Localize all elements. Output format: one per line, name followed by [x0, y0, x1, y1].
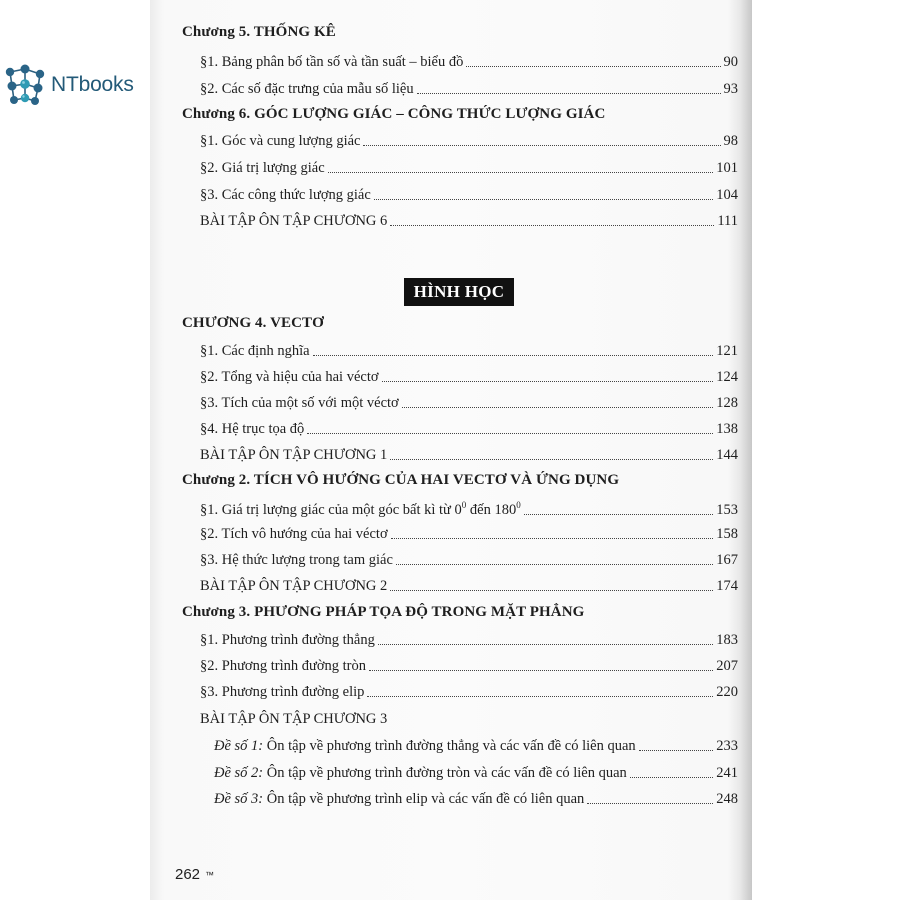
brand-name: NTbooks	[51, 73, 134, 96]
dot-leader	[382, 381, 714, 382]
toc-entry[interactable]: §3. Tích của một số với một véctơ 128	[200, 395, 738, 411]
chapter-title: CHƯƠNG 4. VECTƠ	[182, 315, 324, 331]
page-number: 124	[716, 369, 738, 385]
dot-leader	[396, 564, 713, 565]
dot-leader	[313, 355, 714, 356]
toc-entry[interactable]: §3. Các công thức lượng giác 104	[200, 187, 738, 203]
dot-leader	[391, 538, 714, 539]
toc-entry-exam[interactable]: Đề số 3: Ôn tập về phương trình elip và các vấn đề có liên quan 248	[214, 791, 738, 807]
dot-leader	[307, 433, 713, 434]
toc-entry[interactable]: §2. Giá trị lượng giác 101	[200, 160, 738, 176]
page-number: 248	[716, 791, 738, 807]
page-number: 128	[716, 395, 738, 411]
page-number: 101	[716, 160, 738, 176]
chapter-title: Chương 6. GÓC LƯỢNG GIÁC – CÔNG THỨC LƯỢNG GIÁC	[182, 106, 606, 122]
toc-entry[interactable]: §1. Bảng phân bố tần số và tần suất – biểu đồ 90	[200, 54, 738, 70]
page-edge-shadow	[740, 0, 752, 900]
ntbooks-logo	[2, 62, 134, 108]
toc-entry[interactable]: §1. Các định nghĩa 121	[200, 343, 738, 359]
page-number: 90	[723, 54, 738, 70]
dot-leader	[378, 644, 713, 645]
page-number: 153	[716, 501, 738, 518]
toc-entry[interactable]: §2. Tổng và hiệu của hai véctơ 124	[200, 369, 738, 385]
dot-leader	[402, 407, 714, 408]
page-number: 98	[723, 133, 738, 149]
toc-entry[interactable]: §1. Phương trình đường thẳng 183	[200, 632, 738, 648]
dot-leader	[363, 145, 720, 146]
chapter-title: Chương 5. THỐNG KÊ	[182, 24, 336, 40]
dot-leader	[587, 803, 713, 804]
dot-leader	[374, 199, 713, 200]
toc-entry[interactable]: §1. Góc và cung lượng giác 98	[200, 133, 738, 149]
toc-entry[interactable]: §3. Hệ thức lượng trong tam giác 167	[200, 552, 738, 568]
toc-entry[interactable]: §3. Phương trình đường elip 220	[200, 684, 738, 700]
toc-entry[interactable]: BÀI TẬP ÔN TẬP CHƯƠNG 6 111	[200, 213, 738, 229]
page-number: 241	[716, 765, 738, 781]
chapter-title: Chương 3. PHƯƠNG PHÁP TỌA ĐỘ TRONG MẶT PHẲNG	[182, 604, 585, 620]
dot-leader	[524, 514, 714, 515]
toc-entry[interactable]: BÀI TẬP ÔN TẬP CHƯƠNG 2 174	[200, 578, 738, 594]
footer-page-number: 262	[175, 866, 201, 883]
toc-entry[interactable]: §2. Các số đặc trưng của mẫu số liệu 93	[200, 81, 738, 97]
page-footer	[175, 866, 214, 883]
toc-entry[interactable]: §4. Hệ trục tọa độ 138	[200, 421, 738, 437]
page-number: 144	[716, 447, 738, 463]
page-number: 158	[716, 526, 738, 542]
page-number: 167	[716, 552, 738, 568]
page-number: 233	[716, 738, 738, 754]
page-number: 121	[716, 343, 738, 359]
toc-entry[interactable]: §1. Giá trị lượng giác của một góc bất kì từ $0^0$ đến $180^0$ 153	[200, 500, 738, 518]
page-number: 138	[716, 421, 738, 437]
section-heading: HÌNH HỌC	[404, 278, 514, 306]
page-number: 104	[716, 187, 738, 203]
dot-leader	[390, 459, 713, 460]
page-number: 220	[716, 684, 738, 700]
page-number: 174	[716, 578, 738, 594]
page-number: 183	[716, 632, 738, 648]
dot-leader	[630, 777, 713, 778]
dot-leader	[466, 66, 720, 67]
toc-entry-exam[interactable]: Đề số 2: Ôn tập về phương trình đường tròn và các vấn đề có liên quan 241	[214, 765, 738, 781]
dot-leader	[369, 670, 713, 671]
chapter-title: Chương 2. TÍCH VÔ HƯỚNG CỦA HAI VECTƠ VÀ ỨNG DỤNG	[182, 472, 620, 488]
toc-entry[interactable]: BÀI TẬP ÔN TẬP CHƯƠNG 1 144	[200, 447, 738, 463]
footer-mark: ™	[205, 870, 215, 880]
page-number: 111	[717, 213, 738, 229]
dot-leader	[390, 590, 713, 591]
dot-leader	[417, 93, 721, 94]
page-number: 207	[716, 658, 738, 674]
toc-entry-exam[interactable]: Đề số 1: Ôn tập về phương trình đường thẳng và các vấn đề có liên quan 233	[214, 738, 738, 754]
page-number: 93	[723, 81, 738, 97]
toc-entry[interactable]: §2. Tích vô hướng của hai véctơ 158	[200, 526, 738, 542]
toc-entry[interactable]: §2. Phương trình đường tròn 207	[200, 658, 738, 674]
toc-entry[interactable]: BÀI TẬP ÔN TẬP CHƯƠNG 3	[200, 711, 388, 727]
dot-leader	[328, 172, 714, 173]
molecule-icon	[2, 62, 48, 108]
dot-leader	[390, 225, 714, 226]
dot-leader	[639, 750, 714, 751]
dot-leader	[367, 696, 713, 697]
